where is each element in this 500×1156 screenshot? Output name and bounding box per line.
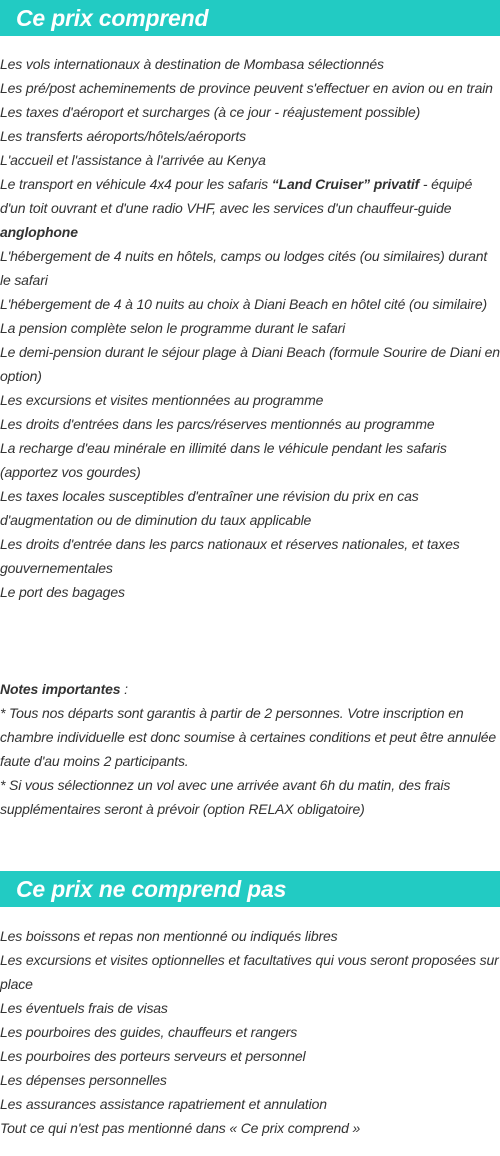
list-item: L'accueil et l'assistance à l'arrivée au Kenya — [0, 152, 266, 168]
excludes-section-title: Ce prix ne comprend pas — [0, 871, 500, 907]
note-line: * Tous nos départs sont garantis à partir de 2 personnes. Votre inscription en chambre individuelle est donc soumise à certaines conditions et peut être annulée faute d'au moins 2 participants. — [0, 705, 497, 769]
excludes-list — [0, 924, 500, 1140]
list-item: Les taxes locales susceptibles d'entraîner une révision du prix en cas d'augmentation ou de diminution du taux applicable — [0, 488, 419, 528]
list-item: Les éventuels frais de visas — [0, 1000, 168, 1016]
important-notes — [0, 677, 500, 821]
transport-text-middle: - équipé d'un toit ouvrant et d'une radio VHF, avec les services d'un chauffeur-guide — [0, 176, 473, 216]
notes-heading — [0, 677, 500, 701]
transport-language: anglophone — [0, 224, 78, 240]
transport-vehicle-name: “Land Cruiser” privatif — [271, 176, 420, 192]
notes-title: Notes importantes — [0, 681, 121, 697]
list-item: Les vols internationaux à destination de Mombasa sélectionnés — [0, 56, 384, 72]
list-item: Tout ce qui n'est pas mentionné dans « Ce prix comprend » — [0, 1120, 361, 1136]
list-item: Le port des bagages — [0, 584, 125, 600]
list-item: Les dépenses personnelles — [0, 1072, 167, 1088]
list-item: Les pourboires des porteurs serveurs et personnel — [0, 1048, 306, 1064]
transport-text-before: Le transport en véhicule 4x4 pour les safaris — [0, 176, 272, 192]
list-item: L'hébergement de 4 nuits en hôtels, camps ou lodges cités (ou similaires) durant le safari — [0, 248, 488, 288]
list-item: Les droits d'entrées dans les parcs/réserves mentionnés au programme — [0, 416, 435, 432]
list-item: Le demi-pension durant le séjour plage à Diani Beach (formule Sourire de Diani en option) — [0, 344, 500, 384]
list-item: Les droits d'entrée dans les parcs nationaux et réserves nationales, et taxes gouvernementales — [0, 536, 460, 576]
list-item: La pension complète selon le programme durant le safari — [0, 320, 346, 336]
list-item: Les pourboires des guides, chauffeurs et rangers — [0, 1024, 298, 1040]
list-item: Les pré/post acheminements de province peuvent s'effectuer en avion ou en train — [0, 80, 493, 96]
list-item-transport — [0, 172, 500, 244]
list-item: Les excursions et visites mentionnées au programme — [0, 392, 324, 408]
includes-list — [0, 52, 500, 604]
list-item: Les excursions et visites optionnelles et facultatives qui vous seront proposées sur place — [0, 952, 499, 992]
list-item: Les boissons et repas non mentionné ou indiqués libres — [0, 928, 338, 944]
list-item: L'hébergement de 4 à 10 nuits au choix à Diani Beach en hôtel cité (ou similaire) — [0, 296, 488, 312]
note-line: * Si vous sélectionnez un vol avec une arrivée avant 6h du matin, des frais supplémentaires seront à prévoir (option RELAX obligatoire) — [0, 777, 451, 817]
list-item: Les assurances assistance rapatriement et annulation — [0, 1096, 327, 1112]
list-item: Les taxes d'aéroport et surcharges (à ce jour - réajustement possible) — [0, 104, 421, 120]
notes-title-suffix: : — [120, 681, 128, 697]
list-item: Les transferts aéroports/hôtels/aéroports — [0, 128, 246, 144]
includes-section-title: Ce prix comprend — [0, 0, 500, 36]
list-item: La recharge d'eau minérale en illimité dans le véhicule pendant les safaris (apportez vos gourdes) — [0, 440, 447, 480]
